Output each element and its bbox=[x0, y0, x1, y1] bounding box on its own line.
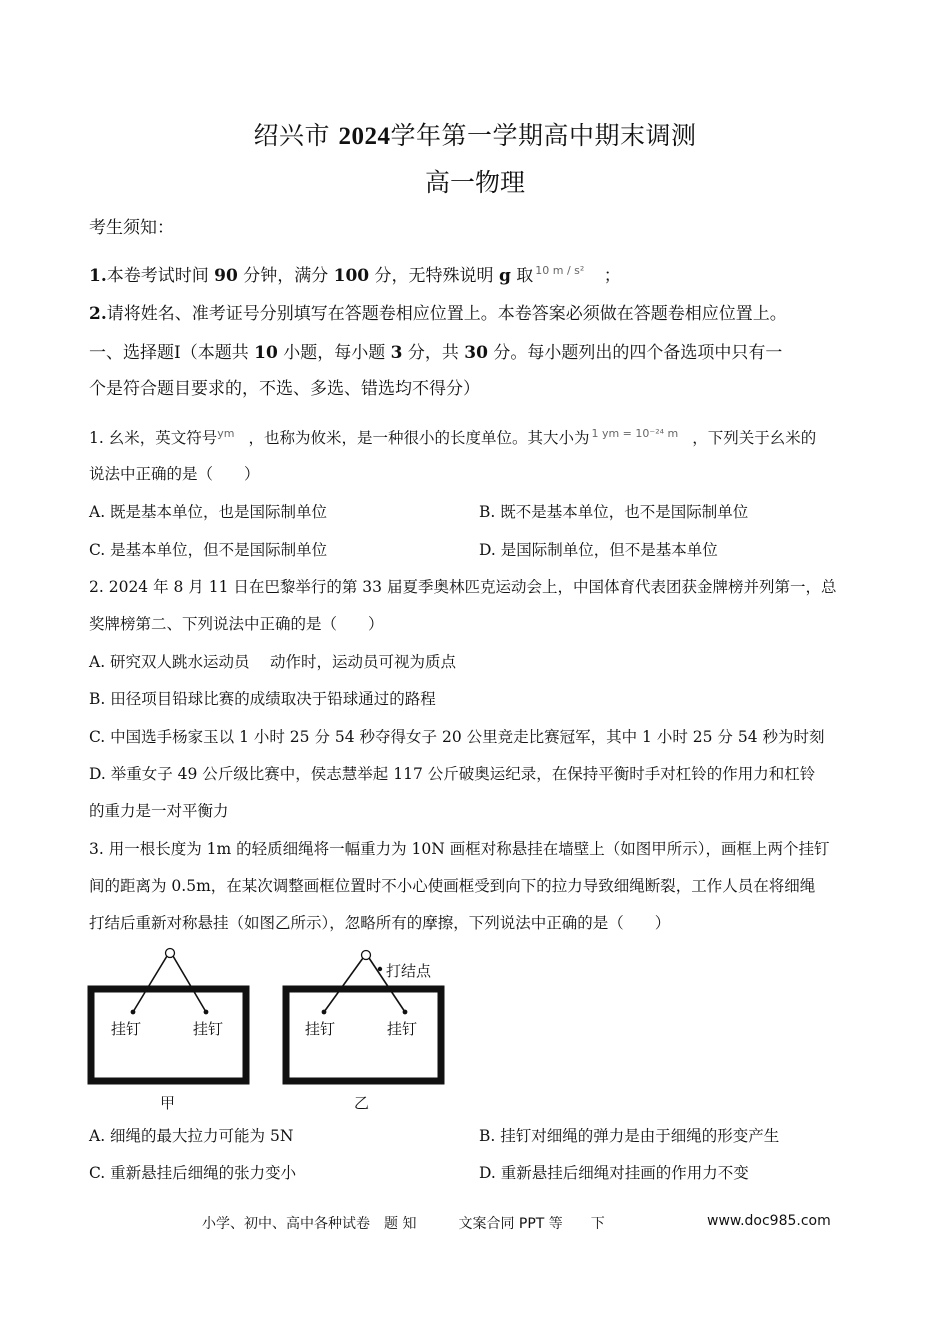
section-1-heading-line-1 bbox=[89, 338, 782, 363]
footer-text: 小学、初中、高中各种试卷 题 知 文案合同 PPT 等 下 bbox=[202, 1216, 605, 1232]
q2-option-d-line-1: D. 举重女子 49 公斤级比赛中，侯志慧举起 117 公斤破奥运纪录，在保持平衡时手对杠铃的作用力和杠铃 bbox=[89, 765, 816, 783]
footer-link[interactable]: www.doc985.com bbox=[707, 1213, 831, 1229]
q1-option-b: B. 既不是基本单位，也不是国际制单位 bbox=[479, 503, 749, 521]
nail-label-left-jia: 挂钉 bbox=[111, 1020, 142, 1038]
string-right-jia bbox=[173, 956, 206, 1012]
nail-right-jia bbox=[204, 1010, 209, 1015]
ym-symbol-image: ym bbox=[217, 427, 235, 440]
notice-item-1-end: ； bbox=[603, 266, 621, 286]
knot-point bbox=[378, 967, 382, 971]
section-1-total-points: 30 bbox=[464, 343, 488, 363]
frame-jia bbox=[91, 949, 246, 1113]
notice-item-2 bbox=[89, 299, 787, 324]
section-1-points-each: 3 bbox=[390, 343, 403, 363]
ym-formula-image: 1 ym = 10⁻²⁴ m bbox=[591, 427, 679, 440]
notice-item-1-take: 取 bbox=[516, 266, 534, 286]
nail-label-right-jia: 挂钉 bbox=[193, 1020, 224, 1038]
notice-item-1 bbox=[89, 261, 621, 286]
q3-figure bbox=[80, 942, 460, 1114]
q2-stem-line-2: 奖牌榜第二、下列说法中正确的是（ ） bbox=[89, 615, 384, 633]
q1-stem-line-2: 说法中正确的是（ ） bbox=[89, 465, 260, 483]
q1-option-c: C. 是基本单位，但不是国际制单位 bbox=[89, 541, 328, 559]
q2-option-a: A. 研究双人跳水运动员 动作时，运动员可视为质点 bbox=[89, 653, 456, 671]
section-1-heading-line-2: 个是符合题目要求的，不选、多选、错选均不得分） bbox=[89, 379, 480, 399]
notice-item-1-mid1: 分钟，满分 bbox=[243, 266, 329, 286]
section-1-part-b: 小题，每小题 bbox=[283, 343, 386, 363]
g-value-image: 10 m / s² bbox=[535, 264, 585, 277]
caption-yi: 乙 bbox=[354, 1094, 370, 1112]
exam-score: 100 bbox=[333, 266, 370, 286]
notice-item-2-text: 请将姓名、准考证号分别填写在答题卷相应位置上。本卷答案必须做在答题卷相应位置上。 bbox=[106, 304, 787, 324]
title-prefix: 绍兴市 bbox=[253, 121, 331, 150]
frame-yi bbox=[286, 951, 441, 1113]
section-1-question-count: 10 bbox=[254, 343, 278, 363]
q2-stem-line-1: 2. 2024 年 8 月 11 日在巴黎举行的第 33 届夏季奥林匹克运动会上，中国体育代表团获金牌榜并列第一，总 bbox=[89, 578, 837, 596]
q1-option-a: A. 既是基本单位，也是国际制单位 bbox=[89, 503, 328, 521]
nail-label-left-yi: 挂钉 bbox=[305, 1020, 336, 1038]
q1-part-c: ，下列关于幺米的 bbox=[692, 429, 817, 447]
q3-stem-line-3: 打结后重新对称悬挂（如图乙所示），忽略所有的摩擦，下列说法中正确的是（ ） bbox=[89, 914, 671, 932]
q1-stem-line-1 bbox=[89, 426, 816, 448]
g-symbol: g bbox=[498, 266, 511, 286]
nail-right-yi bbox=[403, 1010, 408, 1015]
title-year: 2024 bbox=[338, 123, 391, 150]
q2-option-b: B. 田径项目铅球比赛的成绩取决于铅球通过的路程 bbox=[89, 690, 436, 708]
q3-stem-line-2: 间的距离为 0.5m，在某次调整画框位置时不小心使画框受到向下的拉力导致细绳断裂，工作人员在将细绳 bbox=[89, 877, 816, 895]
q3-option-d: D. 重新悬挂后细绳对挂画的作用力不变 bbox=[479, 1164, 749, 1182]
string-left-jia bbox=[133, 956, 167, 1012]
nail-left-yi bbox=[322, 1010, 327, 1015]
q1-option-d: D. 是国际制单位，但不是基本单位 bbox=[479, 541, 718, 559]
page-title bbox=[0, 116, 950, 152]
notice-item-1-mid2: 分，无特殊说明 bbox=[374, 266, 494, 286]
nail-label-right-yi: 挂钉 bbox=[387, 1020, 418, 1038]
exam-minutes: 90 bbox=[214, 266, 238, 286]
q3-option-b: B. 挂钉对细绳的弹力是由于细绳的形变产生 bbox=[479, 1127, 780, 1145]
section-1-part-c: 分，共 bbox=[407, 343, 459, 363]
q2-option-c: C. 中国选手杨家玉以 1 小时 25 分 54 秒夺得女子 20 公里竞走比赛冠军，其中 1 小时 25 分 54 秒为时刻 bbox=[89, 728, 825, 746]
q2-option-d-line-2: 的重力是一对平衡力 bbox=[89, 802, 229, 820]
string-left-yi bbox=[324, 958, 363, 1012]
notice-item-1-pre: 本卷考试时间 bbox=[106, 266, 209, 286]
notice-item-2-num: 2. bbox=[89, 304, 107, 324]
caption-jia: 甲 bbox=[160, 1094, 176, 1112]
q3-stem-line-1: 3. 用一根长度为 1m 的轻质细绳将一幅重力为 10N 画框对称悬挂在墙壁上（如图甲所示），画框上两个挂钉 bbox=[89, 840, 830, 858]
q1-part-a: 1. 幺米，英文符号 bbox=[89, 429, 218, 447]
q3-option-c: C. 重新悬挂后细绳的张力变小 bbox=[89, 1164, 297, 1182]
page-subtitle: 高一物理 bbox=[424, 168, 525, 197]
knot-label: 打结点 bbox=[386, 962, 432, 980]
notice-item-1-num: 1. bbox=[89, 266, 107, 286]
notice-heading: 考生须知： bbox=[89, 218, 174, 238]
q3-option-a: A. 细绳的最大拉力可能为 5N bbox=[89, 1127, 294, 1145]
section-1-part-a: 一、选择题Ⅰ（本题共 bbox=[89, 343, 249, 363]
nail-left-jia bbox=[131, 1010, 136, 1015]
section-1-part-d: 分。每小题列出的四个备选项中只有一 bbox=[493, 343, 783, 363]
title-suffix: 学年第一学期高中期末调测 bbox=[390, 121, 697, 150]
q1-part-b: ，也称为攸米，是一种很小的长度单位。其大小为 bbox=[248, 429, 590, 447]
